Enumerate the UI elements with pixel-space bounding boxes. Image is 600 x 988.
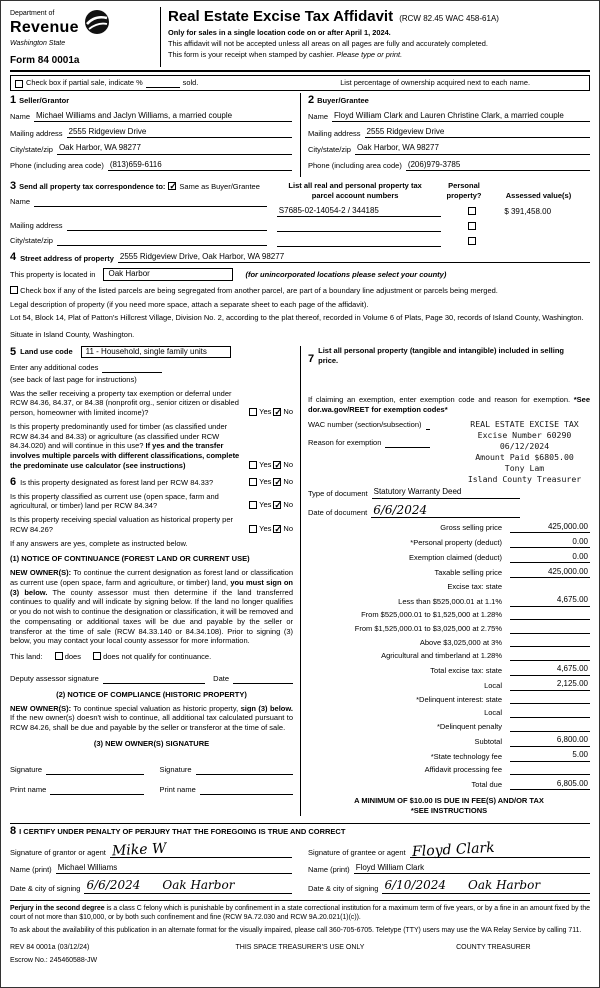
partial-sale-label: Check box if partial sale, indicate %	[26, 77, 143, 87]
owner-print-name-label-2: Print name	[159, 784, 196, 794]
taxable-selling-price-value[interactable]: 425,000.00	[510, 567, 590, 578]
sign-below-bold: sign (3) below.	[240, 703, 293, 713]
reason-exemption-field[interactable]	[385, 438, 429, 448]
header-note-3	[168, 50, 590, 60]
parcel-number-field-2[interactable]	[277, 222, 441, 232]
correspondence-name-label: Name	[10, 197, 31, 207]
section-buyer-grantee	[300, 93, 590, 178]
perjury-notice	[10, 905, 590, 923]
legal-description-label: Legal description of property (if you need more space, attach a separate sheet to each page of the affidavit).	[10, 299, 369, 309]
ownership-percentage-note: List percentage of ownership acquired next to each name.	[340, 77, 530, 87]
correspondence-city-field[interactable]	[57, 236, 267, 246]
s6-q3-no-checkbox[interactable]: ✓	[274, 523, 282, 534]
s6-q2-yes-checkbox[interactable]	[249, 501, 257, 509]
no-label: No	[283, 407, 293, 417]
agricultural-tax-value[interactable]	[510, 651, 590, 661]
personal-property-checkbox-2[interactable]	[468, 222, 476, 230]
grantee-name-print-label: Name (print)	[308, 864, 350, 874]
parcel-row	[277, 206, 590, 217]
wac-number-label: WAC number (section/subsection)	[308, 420, 422, 430]
s5-q2-no-checkbox[interactable]: ✓	[274, 459, 282, 470]
grantee-signature[interactable]: Floyd Clark	[411, 839, 495, 860]
correspondence-name-field[interactable]	[34, 197, 267, 207]
parcel-numbers-header: List all real and personal property tax parcel account numbers	[288, 181, 422, 200]
additional-codes-field[interactable]	[102, 364, 162, 373]
section-7-number: 7	[308, 353, 315, 366]
correspondence-label: Send all property tax correspondence to:	[19, 182, 166, 192]
affidavit-processing-fee-value[interactable]	[510, 765, 590, 775]
grantor-signing-date[interactable]: 6/6/2024	[86, 878, 141, 893]
grantor-name-print-field[interactable]: Michael Williams	[56, 863, 292, 874]
s5-q1-no-checkbox[interactable]: ✓	[274, 407, 282, 418]
grantor-signature-label: Signature of grantor or agent	[10, 848, 106, 858]
deputy-assessor-label: Deputy assessor signature	[10, 674, 99, 684]
owner-print-name-label-1: Print name	[10, 784, 47, 794]
no-label: No	[283, 459, 293, 469]
assessed-value-field-2[interactable]	[502, 222, 590, 232]
s6-q3-yes-checkbox[interactable]	[249, 525, 257, 533]
predominate-use-bold-text: If yes and the transfer involves multiple parcels with different classifications, complete the predominate use calculator (see instructions)	[10, 441, 240, 470]
notice-compliance-body	[10, 704, 293, 733]
s5-q2-yes-checkbox[interactable]	[249, 461, 257, 469]
land-use-select[interactable]: 11 - Household, single family units	[81, 346, 231, 358]
yes-label: Yes	[259, 500, 272, 510]
section-certification	[10, 823, 590, 894]
delinquent-penalty-value[interactable]	[510, 722, 590, 732]
buyer-city-field[interactable]: Oak Harbor, WA 98277	[355, 143, 590, 154]
section-1-number: 1	[10, 93, 17, 106]
section-5-number: 5	[10, 345, 17, 358]
owner-signature-field-1[interactable]	[46, 765, 143, 775]
historical-property-question: Is this property receiving special valuation as historical property per RCW 84.26?	[10, 515, 234, 534]
personal-property-blank-area[interactable]	[308, 365, 590, 391]
property-located-label: This property is located in	[10, 269, 96, 279]
total-excise-state-value[interactable]: 4,675.00	[510, 664, 590, 675]
section-correspondence	[10, 181, 590, 247]
perjury-text: is a class C felony which is punishable by confinement in a state correctional institution for a maximum term of five years, or by a fine in an amount fixed by the court of not more than $10,000, or by both such confinement and fine (RCW 9A.72.030 and RCW 9A.20.021(1)(c)).	[10, 904, 590, 921]
grantee-signature-label: Signature of grantee or agent	[308, 848, 406, 858]
notice-continuance-title: (1) NOTICE OF CONTINUANCE (FOREST LAND OR CURRENT USE)	[10, 554, 250, 564]
assessed-value-field-1[interactable]: $ 391,458.00	[504, 206, 552, 216]
tax-row-label: Local	[484, 708, 502, 718]
yes-label: Yes	[259, 523, 272, 533]
tax-row-label: Gross selling price	[440, 523, 502, 533]
parcel-number-field-1[interactable]: S7685-02-14054-2 / 344185	[277, 206, 441, 217]
parcel-row	[277, 222, 590, 232]
subtotal-value[interactable]: 6,800.00	[510, 735, 590, 746]
grantor-name-print-label: Name (print)	[10, 864, 52, 874]
seller-name-field[interactable]: Michael Williams and Jaclyn Williams, a married couple	[34, 111, 292, 122]
grantor-signature[interactable]: Mike W	[111, 840, 167, 860]
street-address-label: Street address of property	[20, 253, 114, 263]
notice-continuance-body	[10, 568, 293, 646]
tax-row-label: Excise tax: state	[447, 581, 502, 591]
stamp-line-4: Amount Paid $6805.00	[475, 452, 574, 463]
segregated-checkbox[interactable]	[10, 286, 18, 294]
buyer-section-title: Buyer/Grantee	[317, 95, 369, 105]
continuance-text-1: To continue the current designation as forest land or classification as current use (open space, farm and agriculture, or timber) land,	[10, 568, 294, 587]
same-as-buyer-label: Same as Buyer/Grantee	[179, 182, 260, 192]
section-6-number: 6	[10, 475, 17, 488]
assessed-value-header: Assessed value(s)	[505, 190, 572, 200]
exemption-note	[308, 395, 590, 415]
correspondence-mailing-field[interactable]	[67, 221, 267, 231]
timber-agriculture-question	[10, 422, 249, 471]
stamp-line-1: REAL ESTATE EXCISE TAX	[470, 418, 579, 429]
compliance-text-1: To continue special valuation as historic property,	[71, 703, 241, 713]
partial-sale-sold-label: sold.	[182, 77, 199, 87]
yes-label: Yes	[259, 407, 272, 417]
section-property-address	[10, 252, 590, 340]
tax-row-label: *Delinquent penalty	[436, 721, 502, 731]
seller-phone-label: Phone (including area code)	[10, 161, 104, 171]
section-2-number: 2	[308, 93, 315, 106]
seller-phone-field[interactable]: (813)659-6116	[108, 160, 292, 171]
seller-city-field[interactable]: Oak Harbor, WA 98277	[57, 143, 292, 154]
buyer-name-field[interactable]: Floyd William Clark and Lauren Christine Clark, a married couple	[332, 111, 590, 122]
tax-row-label: Exemption claimed (deduct)	[409, 553, 502, 563]
tax-row-label: From $1,525,000.01 to $3,025,000 at 2.75%	[354, 623, 502, 633]
situate-text[interactable]: Situate in Island County, Washington.	[10, 330, 135, 340]
s5-q1-yes-checkbox[interactable]	[249, 408, 257, 416]
if-any-yes-note: If any answers are yes, complete as instructed below.	[10, 538, 188, 548]
deputy-assessor-signature-field[interactable]	[103, 674, 205, 684]
state-technology-fee-value[interactable]: 5.00	[510, 750, 590, 761]
excise-tax-state-value	[510, 582, 590, 592]
land-use-label: Land use code	[20, 347, 73, 357]
section-seller-grantor	[10, 93, 300, 178]
gross-selling-price-value[interactable]: 425,000.00	[510, 522, 590, 533]
delinquent-interest-local-value[interactable]	[510, 708, 590, 718]
land-does-not-checkbox[interactable]	[93, 652, 101, 660]
form-header	[10, 7, 590, 72]
stamp-line-6: Island County Treasurer	[467, 474, 582, 485]
see-back-note: (see back of last page for instructions)	[10, 374, 137, 384]
grantor-date-city-label: Date & city of signing	[10, 884, 81, 894]
buyer-name-label: Name	[308, 112, 329, 122]
current-use-question: Is this property classified as current use (open space, farm and agricultural, or timber) land per RCW 84.34?	[10, 491, 219, 511]
form-number: Form 84 0001a	[10, 54, 80, 66]
parcel-row	[277, 237, 590, 247]
stamp-line-2: Excise Number 60290	[477, 429, 572, 440]
partial-sale-row	[10, 75, 590, 91]
grantee-signing-city[interactable]: Oak Harbor	[467, 878, 541, 893]
section-8-number: 8	[10, 824, 17, 837]
exemption-codes-bold: *See dor.wa.gov/REET for exemption codes*	[308, 395, 590, 415]
additional-codes-label: Enter any additional codes	[10, 363, 99, 373]
forest-land-question: Is this property designated as forest land per RCW 84.33?	[20, 477, 214, 487]
revenue-logo-icon	[84, 9, 110, 38]
document-date-label: Date of document	[308, 508, 368, 518]
perjury-bold: Perjury in the second degree	[10, 904, 105, 912]
deputy-date-field[interactable]	[233, 674, 293, 684]
tax-row-label: *Personal property (deduct)	[410, 538, 502, 548]
personal-property-intro: List all personal property (tangible and intangible) included in selling price.	[318, 345, 564, 365]
personal-property-deduct-value[interactable]: 0.00	[510, 537, 590, 548]
rev-form-number: REV 84 0001a (03/12/24)	[10, 943, 90, 951]
timber-question-text: Is this property predominantly used for timber (as classified under RCW 84.34 and 84.33) or agriculture (as classified under RCW 84.34.020) and will continue in this use?	[10, 421, 228, 451]
form-footer	[10, 900, 590, 965]
section-designations	[10, 477, 293, 795]
owner-signature-field-2[interactable]	[196, 765, 293, 775]
compliance-text-2: If the new owner(s) doesn't wish to continue, all additional tax calculated pursuant to RCW 84.26, shall be due and payable by the seller or transferor at the time of sale.	[10, 713, 293, 733]
s6-q1-no-checkbox[interactable]: ✓	[274, 476, 282, 487]
must-sign-bold: you must sign on (3) below.	[10, 577, 294, 597]
exemption-claimed-value[interactable]: 0.00	[510, 552, 590, 563]
continuance-text-2: The county assessor must then determine if the land transferred continues to qualify and will indicate by signing below. If the land no longer qualifies or you do not wish to continue the designation or classification, it will be removed and the compensating or additional taxes will be due and payable by the seller or transferor at the time of sale (RCW 84.33.140 or 84.34.108). Prior to signing (3) below, you may contact your local county assessor for more information.	[10, 587, 294, 646]
stamp-line-5: Tony Lam	[504, 463, 545, 474]
s6-q1-yes-checkbox[interactable]	[249, 478, 257, 486]
personal-property-header: Personal property?	[446, 181, 482, 200]
tax-row-label: Agricultural and timberland at 1.28%	[381, 651, 502, 661]
land-does-checkbox[interactable]	[55, 652, 63, 660]
type-or-print-note: Please type or print.	[336, 50, 403, 60]
washington-state-text: Washington State	[10, 39, 66, 47]
escrow-number: Escrow No.: 245460588-JW	[10, 956, 98, 964]
section-land-use	[10, 346, 293, 471]
tier1-tax-value[interactable]: 4,675.00	[510, 595, 590, 606]
parcel-number-field-3[interactable]	[277, 237, 441, 247]
no-label: No	[283, 500, 293, 510]
header-note-2: This affidavit will not be accepted unless all areas on all pages are fully and accurately completed.	[168, 39, 488, 49]
segregated-text: Check box if any of the listed parcels are being segregated from another parcel, are part of a boundary line adjustment or parcels being merged.	[20, 285, 498, 295]
seller-city-label: City/state/zip	[10, 145, 53, 155]
same-as-buyer-checkbox[interactable]: ✓	[169, 181, 177, 192]
buyer-phone-label: Phone (including area code)	[308, 161, 402, 171]
seller-name-label: Name	[10, 112, 31, 122]
street-address-field[interactable]: 2555 Ridgeview Drive, Oak Harbor, WA 98277	[118, 252, 590, 263]
does-not-label: does not qualify for continuance.	[103, 652, 212, 662]
grantee-name-print-field[interactable]: Floyd William Clark	[354, 863, 590, 874]
total-due-value[interactable]: 6,805.00	[510, 779, 590, 790]
new-owners-bold: NEW OWNER(S):	[10, 568, 72, 578]
tax-row-label: Above $3,025,000 at 3%	[419, 637, 502, 647]
owner-print-name-field-2[interactable]	[200, 785, 293, 795]
header-note-3-text: This form is your receipt when stamped by cashier.	[168, 50, 337, 60]
does-label: does	[64, 652, 81, 662]
header-note-1: Only for sales in a single location code on or after April 1, 2024.	[168, 28, 391, 37]
rcw-reference: (RCW 82.45 WAC 458-61A)	[399, 14, 499, 23]
yes-label: Yes	[259, 476, 272, 486]
revenue-wordmark: Revenue	[10, 19, 79, 37]
minimum-due-note: A MINIMUM OF $10.00 IS DUE IN FEE(S) AND/OR TAX	[354, 796, 544, 806]
personal-property-checkbox-3[interactable]	[468, 237, 476, 245]
county-treasurer-label: COUNTY TREASURER	[456, 943, 531, 951]
local-tax-value[interactable]: 2,125.00	[510, 679, 590, 690]
document-type-label: Type of document	[308, 488, 368, 498]
seller-section-title: Seller/Grantor	[19, 95, 70, 105]
grantor-signing-city[interactable]: Oak Harbor	[162, 878, 235, 893]
tax-row-label: Total due	[471, 780, 502, 790]
grantee-signing-date[interactable]: 6/10/2024	[384, 878, 446, 893]
assessed-value-field-3[interactable]	[502, 237, 590, 247]
this-land-label: This land:	[10, 652, 43, 662]
legal-description-text[interactable]: Lot 54, Block 14, Plat of Patton's Hillcrest Village, Division No. 2, according to the plat thereof, recorded in Volume 6 of Plats, Page 30, records of Island County, Washington.	[10, 313, 584, 323]
certify-statement: I CERTIFY UNDER PENALTY OF PERJURY THAT THE FOREGOING IS TRUE AND CORRECT	[19, 826, 346, 836]
treasurer-space-label: THIS SPACE TREASURER'S USE ONLY	[235, 943, 365, 951]
tax-row-label: Affidavit processing fee	[424, 765, 502, 775]
see-instructions-note: *SEE INSTRUCTIONS	[410, 805, 488, 815]
new-owners-signature-title: (3) NEW OWNER(S) SIGNATURE	[93, 738, 210, 748]
property-location-select[interactable]: Oak Harbor	[103, 268, 233, 280]
exemption-deferral-question: Was the seller receiving a property tax exemption or deferral under RCW 84.36, 84.37, or 84.38 (nonprofit org., senior citizen or disabled person, homeowner with limited income)?	[10, 388, 239, 418]
stamp-line-3: 06/12/2024	[499, 440, 550, 451]
parcel-table	[277, 181, 590, 247]
correspondence-mailing-label: Mailing address	[10, 221, 63, 231]
yes-label: Yes	[259, 459, 272, 469]
tier4-tax-value[interactable]	[510, 637, 590, 647]
tax-row-label: *Delinquent interest: state	[416, 694, 502, 704]
section-selling-price	[300, 346, 590, 816]
buyer-phone-field[interactable]: (206)979-3785	[406, 160, 590, 171]
reason-exemption-label: Reason for exemption	[308, 438, 382, 448]
no-label: No	[283, 523, 293, 533]
treasurer-stamp	[430, 418, 600, 485]
tier3-tax-value[interactable]	[510, 624, 590, 634]
notice-compliance-title: (2) NOTICE OF COMPLIANCE (HISTORIC PROPERTY)	[56, 689, 247, 699]
section-3-number: 3	[10, 180, 17, 193]
partial-sale-checkbox[interactable]	[15, 80, 23, 88]
delinquent-interest-state-value[interactable]	[510, 694, 590, 704]
tax-row-label: Total excise tax: state	[430, 666, 502, 676]
tax-row-label: Less than $525,000.01 at 1.1%	[398, 596, 502, 606]
alternate-format-notice: To ask about the availability of this publication in an alternate format for the visually impaired, please call 360-705-6705. Teletype (TTY) users may use the WA Relay Service by calling 711.	[10, 926, 582, 934]
land-qualify-row	[10, 652, 293, 662]
document-type-field[interactable]: Statutory Warranty Deed	[372, 487, 520, 498]
tax-row-label: Taxable selling price	[434, 568, 502, 578]
tier2-tax-value[interactable]	[510, 610, 590, 620]
owner-signature-label-1: Signature	[10, 764, 43, 774]
personal-property-checkbox-1[interactable]	[468, 207, 476, 215]
s6-q2-no-checkbox[interactable]: ✓	[274, 500, 282, 511]
correspondence-city-label: City/state/zip	[10, 236, 53, 246]
page-title: Real Estate Excise Tax Affidavit	[168, 8, 394, 25]
tax-row-label: Subtotal	[474, 736, 502, 746]
department-of-text: Department of	[10, 10, 55, 17]
excise-tax-table	[308, 522, 590, 791]
buyer-mailing-field[interactable]: 2555 Ridgeview Drive	[365, 127, 590, 138]
unincorporated-note: (for unincorporated locations please select your county)	[245, 269, 447, 279]
tax-row-label: From $525,000.01 to $1,525,000 at 1.28%	[361, 610, 502, 620]
no-label: No	[283, 476, 293, 486]
tax-row-label: *State technology fee	[430, 751, 502, 761]
section-4-number: 4	[10, 251, 17, 264]
revenue-logo-block	[10, 7, 160, 67]
exemption-note-text: If claiming an exemption, enter exemption code and reason for exemption.	[308, 395, 571, 405]
seller-mailing-label: Mailing address	[10, 128, 63, 138]
buyer-mailing-label: Mailing address	[308, 128, 361, 138]
document-date-field[interactable]: 6/6/2024	[373, 502, 428, 517]
buyer-city-label: City/state/zip	[308, 145, 351, 155]
owner-print-name-field-1[interactable]	[50, 785, 143, 795]
new-owners-bold-2: NEW OWNER(S):	[10, 703, 72, 713]
deputy-date-label: Date	[213, 674, 229, 684]
partial-sale-percent-field[interactable]	[146, 79, 180, 88]
owner-signature-label-2: Signature	[159, 764, 192, 774]
seller-mailing-field[interactable]: 2555 Ridgeview Drive	[67, 127, 292, 138]
grantee-date-city-label: Date & city of signing	[308, 884, 379, 894]
tax-row-label: Local	[484, 681, 502, 691]
